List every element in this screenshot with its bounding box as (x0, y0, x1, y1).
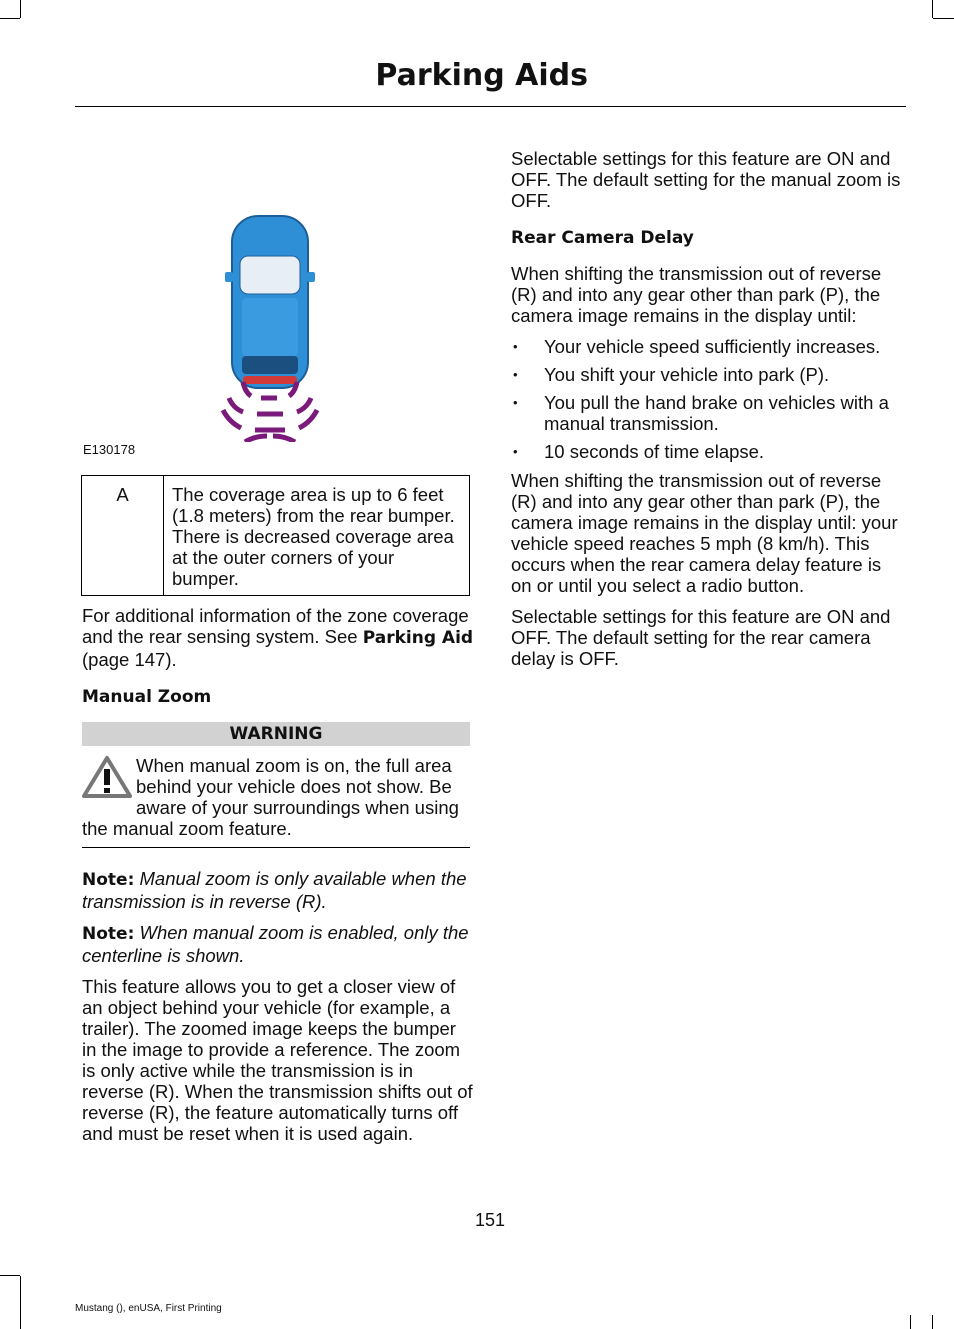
page-title: Parking Aids (375, 58, 588, 93)
mirror-right (307, 272, 315, 282)
mirror-left (225, 272, 233, 282)
crop-mark (932, 0, 933, 18)
rear-parking-sensor-illustration (215, 210, 325, 442)
camera-delay-conditions (511, 336, 903, 462)
car-windshield (240, 256, 300, 294)
camera-delay-speed-paragraph: When shifting the transmission out of reverse (R) and into any gear other than park (P), the camera image remains in the display until: your vehicle speed reaches 5 mph (8 km/h). This occurs when the rear camera delay feature is on or until you select a radio button. (511, 470, 898, 596)
camera-delay-paragraph: When shifting the transmission out of reverse (R) and into any gear other than park (P), the camera image remains in the display until: (511, 263, 882, 326)
car-rear-window (242, 356, 298, 374)
list-item: • Your vehicle speed sufficiently increases. (511, 336, 903, 357)
crop-mark (0, 18, 20, 19)
footer-text: Mustang (), enUSA, First Printing (75, 1303, 222, 1314)
crop-mark (932, 1315, 933, 1329)
note-text: When manual zoom is enabled, only the centerline is shown. (82, 922, 469, 966)
left-column-lower (82, 868, 474, 1154)
sensor-arcs (223, 382, 317, 442)
right-column (511, 148, 903, 679)
zoom-settings-paragraph: Selectable settings for this feature are ON and OFF. The default setting for the manual zoom is OFF. (511, 148, 901, 211)
warning-banner: WARNING (82, 722, 470, 746)
crop-mark (20, 0, 21, 18)
crop-mark (0, 1275, 20, 1276)
note-centerline (82, 922, 474, 966)
page-number: 151 (474, 1210, 506, 1230)
figure-id: E130178 (83, 442, 136, 457)
note-label: Note: (82, 924, 135, 944)
crop-mark (20, 1276, 21, 1329)
list-item: • 10 seconds of time elapse. (511, 441, 903, 462)
car-roof (242, 298, 298, 356)
crop-mark (910, 1315, 911, 1329)
parking-aid-link[interactable]: Parking Aid (362, 628, 474, 648)
page-reference: (page 147). (82, 649, 177, 670)
zone-coverage-text: For additional information of the zone coverage and the rear sensing system. See (82, 605, 469, 647)
note-label: Note: (82, 870, 135, 890)
note-manual-zoom-reverse (82, 868, 474, 912)
note-text: Manual zoom is only available when the transmission is in reverse (R). (82, 868, 467, 912)
car-rear-bumper (243, 376, 297, 384)
list-item: • You pull the hand brake on vehicles with a manual transmission. (511, 392, 903, 434)
table-divider (163, 476, 164, 595)
coverage-table (81, 475, 470, 596)
table-key: A (116, 484, 129, 505)
manual-zoom-description: This feature allows you to get a closer view of an object behind your vehicle (for example, a trailer). The zoomed image keeps the bumper in the image to provide a reference. The zoom is only active while the transmission is in reverse (R). When the transmission shifts out of reverse (R), the feature automatically turns off and must be reset when it is used again. (82, 976, 473, 1144)
warning-block (82, 755, 472, 839)
zone-coverage-paragraph (82, 605, 474, 670)
table-description: The coverage area is up to 6 feet (1.8 meters) from the rear bumper. There is decreased coverage area at the outer corners of your bumper. (172, 484, 455, 589)
warning-divider (82, 847, 470, 848)
rear-camera-delay-heading: Rear Camera Delay (511, 228, 694, 248)
title-divider (75, 106, 906, 107)
crop-mark (933, 18, 954, 19)
left-column (82, 605, 474, 722)
warning-text: When manual zoom is on, the full area behind your vehicle does not show. Be aware of your surroundings when using the manual zoom feature. (82, 755, 459, 839)
manual-zoom-heading: Manual Zoom (82, 687, 212, 707)
delay-settings-paragraph: Selectable settings for this feature are ON and OFF. The default setting for the rear camera delay is OFF. (511, 606, 891, 669)
warning-triangle-icon (82, 755, 132, 799)
list-item: • You shift your vehicle into park (P). (511, 364, 903, 385)
